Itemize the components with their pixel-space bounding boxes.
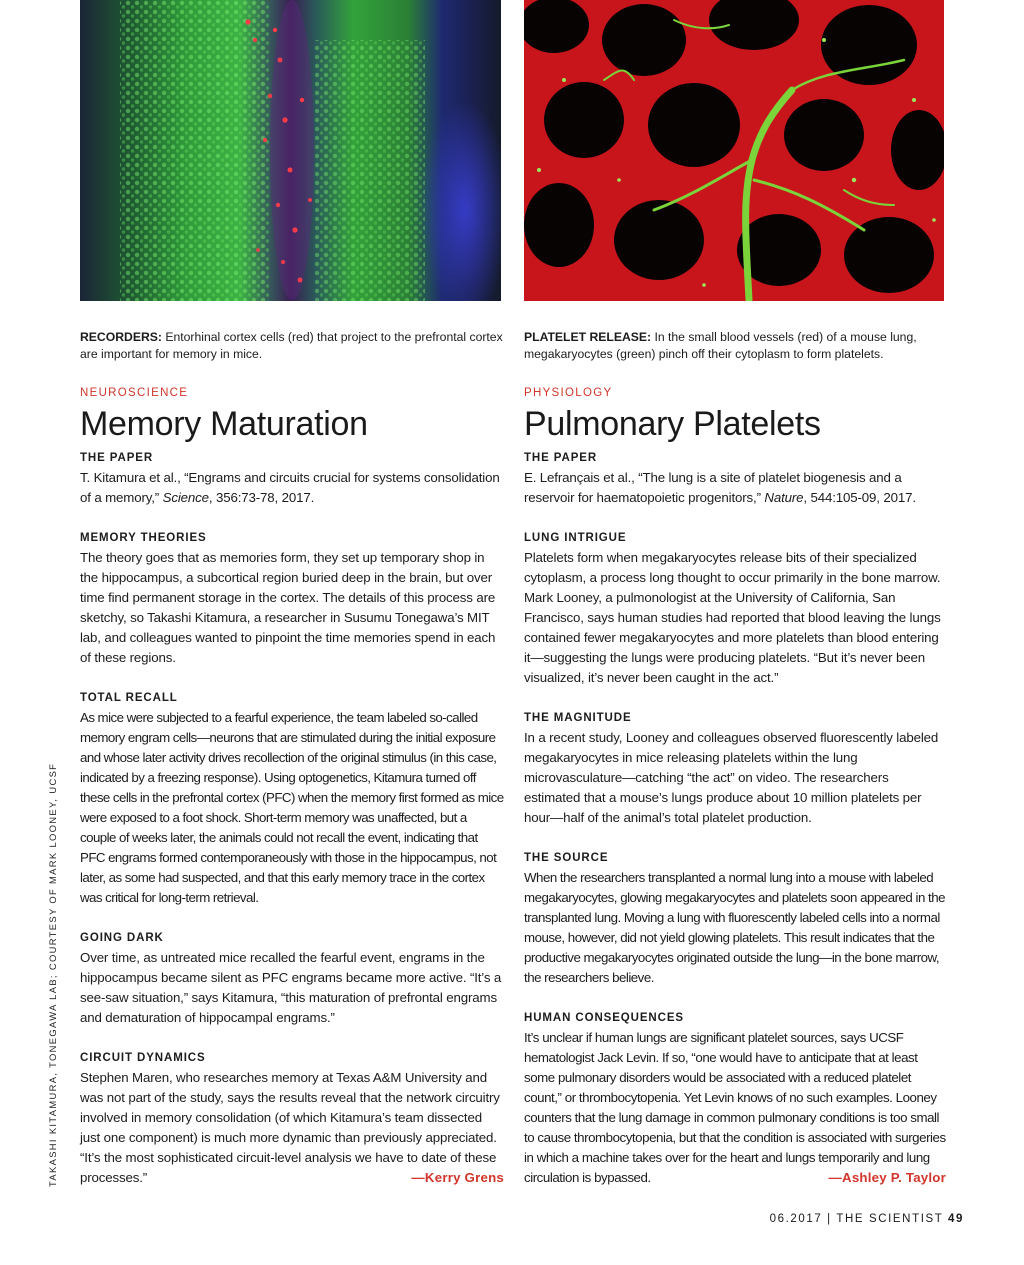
caption-label: RECORDERS:: [80, 330, 162, 344]
photo-caption: [80, 329, 504, 363]
section-the-source: [524, 848, 946, 988]
article-title: Memory Maturation: [80, 405, 368, 443]
section-the-magnitude: [524, 708, 946, 828]
section-text: It’s unclear if human lungs are significant platelet sources, says UCSF hematologist Jack Levin. If so, “one would have to anticipate that at least some pulmonary disorders would be associated with a reduced platelet count,” or thrombocytopenia. Yet Levin knows of no such examples. Looney counters that the lung damage in common pulmonary conditions is too small to cause thrombocytopenia, but that the condition is associated with surgeries in which a machine takes over for the heart and lungs temporarily and lung circulation is bypassed.: [524, 1030, 946, 1185]
magazine-name: THE SCIENTIST: [836, 1213, 944, 1225]
article-memory-maturation: [80, 329, 504, 1188]
lung-vessels-micrograph: [524, 0, 944, 301]
paper-ref-start: E. Lefrançais et al., “The lung is a site of platelet biogenesis and a reservoir for haematopoietic progenitors,”: [524, 470, 902, 505]
section-heading: LUNG INTRIGUE: [524, 532, 627, 544]
article-pulmonary-platelets: [524, 329, 946, 1188]
section-heading: GOING DARK: [80, 932, 164, 944]
paper-ref-end: , 544:105-09, 2017.: [803, 490, 916, 505]
issue-date: 06.2017: [769, 1213, 823, 1225]
section-body: The theory goes that as memories form, they set up temporary shop in the hippocampus, a subcortical region buried deep in the brain, but over time find permanent storage in the cortex. The details of this process are sketchy, so Takashi Kitamura, a researcher in Susumu Tonegawa’s MIT lab, and colleagues wanted to pinpoint the time memories spend in each of these regions.: [80, 550, 496, 665]
author-byline: —Ashley P. Taylor: [828, 1170, 946, 1185]
paper-journal: Nature: [764, 490, 804, 505]
caption-label: PLATELET RELEASE:: [524, 330, 652, 344]
caption-text: In the small blood vessels (red) of a mouse lung, megakaryocytes (green) pinch off their cytoplasm to form platelets.: [524, 330, 917, 361]
section-heading: HUMAN CONSEQUENCES: [524, 1012, 684, 1024]
section-body: [524, 1028, 946, 1188]
paper-ref-start: T. Kitamura et al., “Engrams and circuits crucial for systems consolidation of a memory,”: [80, 470, 500, 505]
photo-credit: TAKASHI KITAMURA, TONEGAWA LAB; COURTESY OF MARK LOONEY, UCSF: [47, 762, 58, 1187]
section-body: When the researchers transplanted a normal lung into a mouse with labeled megakaryocytes, glowing megakaryocytes and platelets soon appeared in the transplanted lung. Moving a lung with fluorescently labeled cells into a normal mouse, however, did not yield glowing platelets. This result indicates that the productive megakaryocytes originated outside the lung—in the bone marrow, the researchers believe.: [524, 870, 946, 985]
article-title: Pulmonary Platelets: [524, 405, 821, 443]
section-human-consequences: [524, 1008, 946, 1188]
section-heading: MEMORY THEORIES: [80, 532, 207, 544]
section-text: Stephen Maren, who researches memory at Texas A&M University and was not part of the study, says the results reveal that the network circuitry involved in memory consolidation (of which Kitamura’s team dissected just one component) is much more dynamic than previously appreciated. “It’s the most sophisticated circuit-level analysis we have to date of these processes.”: [80, 1070, 500, 1185]
section-memory-theories: [80, 528, 504, 668]
page-number: 49: [948, 1213, 964, 1225]
section-heading: THE SOURCE: [524, 852, 609, 864]
page-folio: [770, 1213, 964, 1225]
section-body: [80, 1068, 504, 1188]
paper-section: [80, 448, 504, 508]
section-kicker: NEUROSCIENCE: [80, 387, 189, 399]
paper-reference: [80, 468, 504, 508]
section-heading: THE MAGNITUDE: [524, 712, 632, 724]
paper-reference: [524, 468, 946, 508]
paper-section: [524, 448, 946, 508]
paper-heading: THE PAPER: [80, 452, 154, 464]
section-body: Over time, as untreated mice recalled the fearful event, engrams in the hippocampus became silent as PFC engrams became more active. “It’s a see-saw situation,” says Kitamura, “this maturation of prefrontal engrams and dematuration of hippocampal engrams.”: [80, 950, 502, 1025]
entorhinal-cortex-micrograph: [80, 0, 501, 301]
section-body: In a recent study, Looney and colleagues observed fluorescently labeled megakaryocytes in mice releasing platelets within the lung microvasculature—catching “the act” on video. The researchers estimated that a mouse’s lungs produce about 10 million platelets per hour—half of the animal’s total platelet production.: [524, 730, 939, 825]
folio-separator: |: [827, 1213, 832, 1225]
section-total-recall: [80, 688, 504, 908]
photo-caption: [524, 329, 946, 363]
paper-journal: Science: [162, 490, 209, 505]
paper-ref-end: , 356:73-78, 2017.: [208, 490, 315, 505]
section-heading: CIRCUIT DYNAMICS: [80, 1052, 206, 1064]
author-byline: —Kerry Grens: [411, 1170, 504, 1185]
section-lung-intrigue: [524, 528, 946, 688]
caption-text: Entorhinal cortex cells (red) that project to the prefrontal cortex are important for memory in mice.: [80, 330, 503, 361]
section-going-dark: [80, 928, 504, 1028]
section-circuit-dynamics: [80, 1048, 504, 1188]
section-heading: TOTAL RECALL: [80, 692, 178, 704]
section-kicker: PHYSIOLOGY: [524, 387, 613, 399]
paper-heading: THE PAPER: [524, 452, 598, 464]
section-body: Platelets form when megakaryocytes release bits of their specialized cytoplasm, a process long thought to occur primarily in the bone marrow. Mark Looney, a pulmonologist at the University of California, San Francisco, says human studies had reported that blood leaving the lungs contained fewer megakaryocytes and more platelets than blood entering it—suggesting the lungs were producing platelets. “But it’s never been visualized, it’s never been caught in the act.”: [524, 550, 941, 685]
section-body: As mice were subjected to a fearful experience, the team labeled so-called memory engram cells—neurons that are stimulated during the initial exposure and whose later activity drives recollection of the original stimulus (in this case, indicated by a freezing response). Using optogenetics, Kitamura turned off these cells in the prefrontal cortex (PFC) when the memory first formed as mice were exposed to a foot shock. Short-term memory was unaffected, but a couple of weeks later, the animals could not recall the event, indicating that PFC engrams formed contemporaneously with those in the hippocampus, not later, as some had suspected, and that this early memory trace in the cortex was critical for long-term retrieval.: [80, 710, 504, 905]
